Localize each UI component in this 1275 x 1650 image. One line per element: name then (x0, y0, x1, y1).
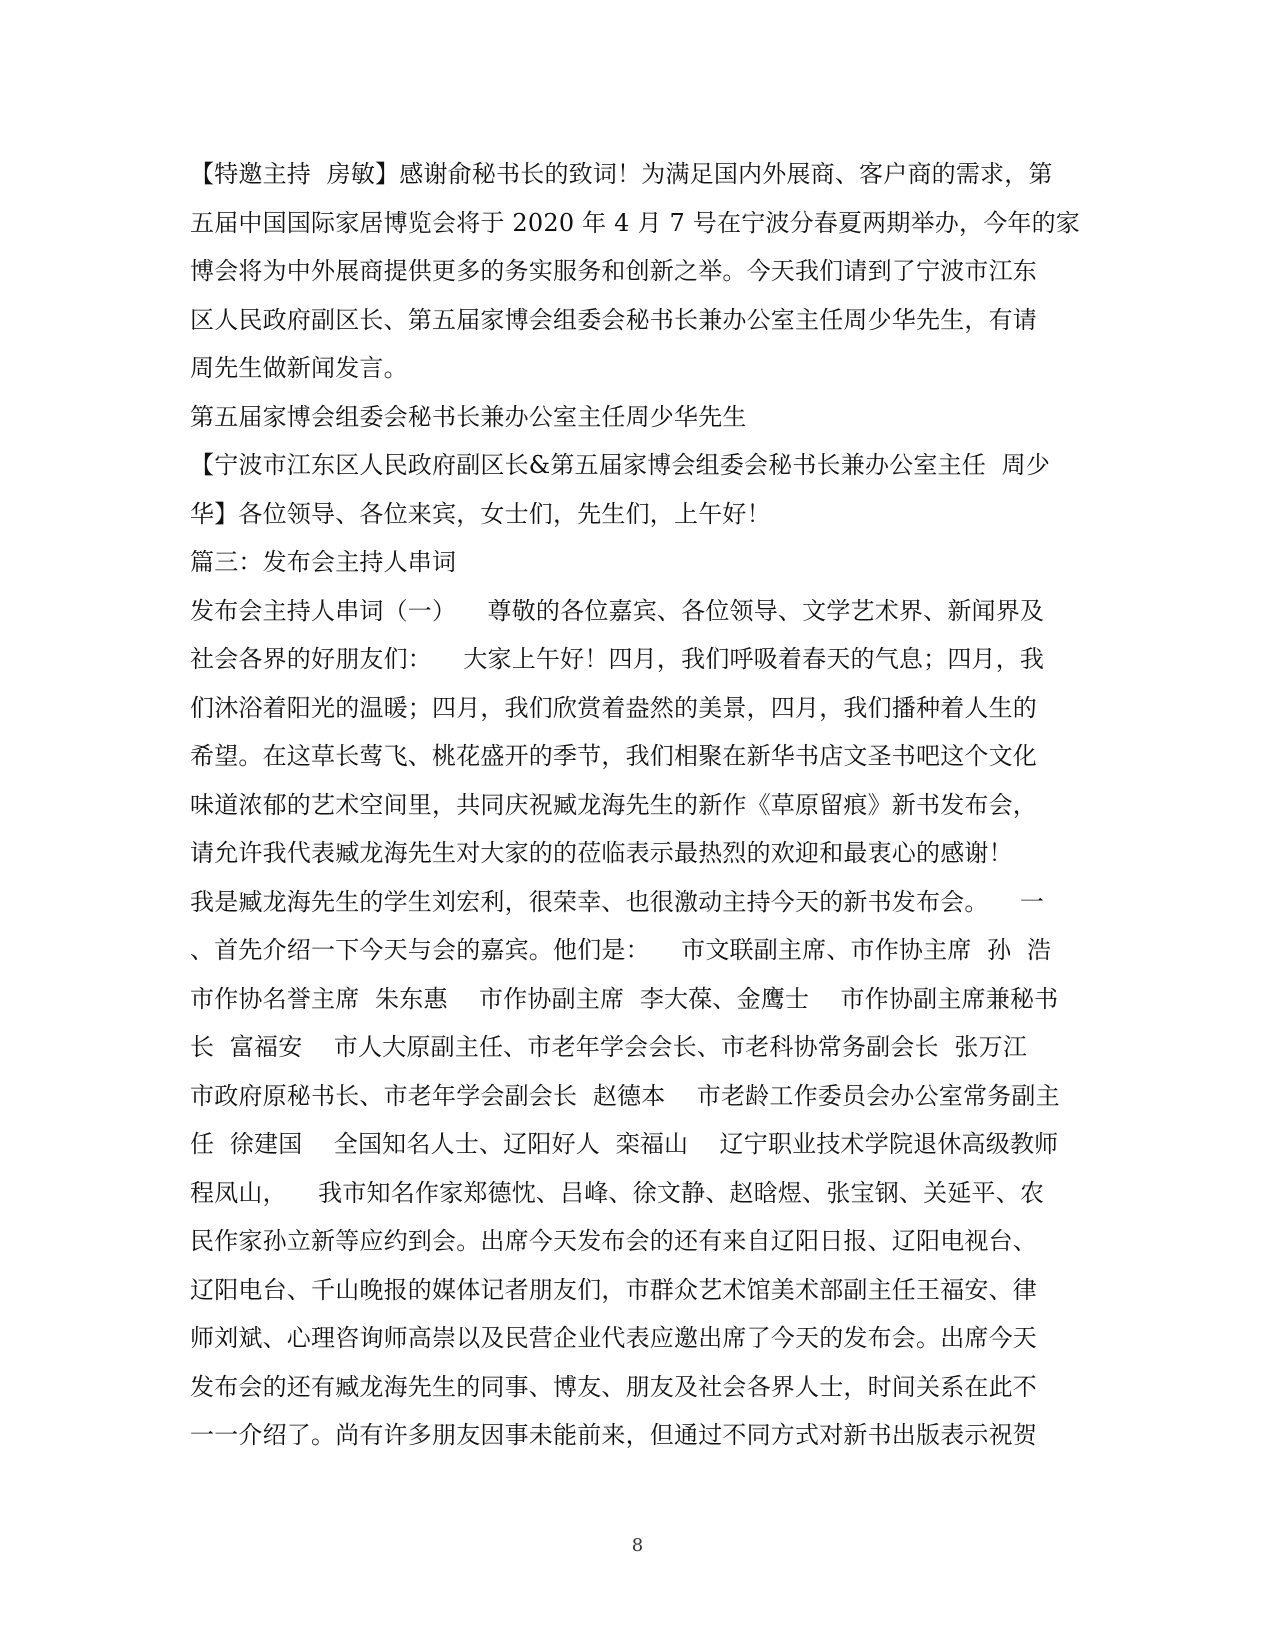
text-line: 博会将为中外展商提供更多的务实服务和创新之举。今天我们请到了宁波市江东 (190, 257, 1037, 285)
text-line: 长 富福安 市人大原副主任、市老年学会会长、市老科协常务副会长 张万江 (190, 1033, 1028, 1061)
text-line: 任 徐建国 全国知名人士、辽阳好人 栾福山 辽宁职业技术学院退休高级教师 (190, 1130, 1059, 1158)
text-line: 、首先介绍一下今天与会的嘉宾。他们是： 市文联副主席、市作协主席 孙 浩 (190, 936, 1052, 964)
text-line: 程凤山， 我市知名作家郑德忱、吕峰、徐文静、赵晗煜、张宝钢、关延平、农 (190, 1178, 1045, 1207)
text-line: 民作家孙立新等应约到会。出席今天发布会的还有来自辽阳日报、辽阳电视台、 (190, 1227, 1037, 1255)
text-line: 【宁波市江东区人民政府副区长&第五届家博会组委会秘书长兼办公室主任 周少 (190, 451, 1051, 479)
text-line: 市政府原秘书长、市老年学会副会长 赵德本 市老龄工作委员会办公室常务副主 (190, 1081, 1060, 1110)
text-line: 社会各界的好朋友们： 大家上午好！四月，我们呼吸着春天的气息；四月，我 (190, 645, 1045, 673)
text-line: 希望。在这草长莺飞、桃花盛开的季节，我们相聚在新华书店文圣书吧这个文化 (190, 742, 1037, 770)
text-line: 辽阳电台、千山晚报的媒体记者朋友们，市群众艺术馆美术部副主任王福安、律 (190, 1275, 1037, 1304)
text-line: 五届中国国际家居博览会将于 2020 年 4 月 7 号在宁波分春夏两期举办，今年的家 (190, 208, 1080, 237)
text-line: 请允许我代表臧龙海先生对大家的的莅临表示最热烈的欢迎和最衷心的感谢！ (190, 839, 1013, 867)
text-line: 市作协名誉主席 朱东惠 市作协副主席 李大葆、金鹰士 市作协副主席兼秘书 (190, 984, 1059, 1013)
text-line: 师刘斌、心理咨询师高崇以及民营企业代表应邀出席了今天的发布会。出席今天 (190, 1324, 1037, 1352)
text-line: 一一介绍了。尚有许多朋友因事未能前来，但通过不同方式对新书出版表示祝贺 (190, 1421, 1037, 1449)
text-line: 发布会主持人串词（一） 尊敬的各位嘉宾、各位领导、文学艺术界、新闻界及 (190, 596, 1045, 625)
text-line: 发布会的还有臧龙海先生的同事、博友、朋友及社会各界人士，时间关系在此不 (190, 1372, 1037, 1401)
text-line: 周先生做新闻发言。 (190, 354, 408, 382)
section-heading: 篇三：发布会主持人串词 (190, 548, 457, 576)
text-line: 华】各位领导、各位来宾，女士们，先生们，上午好！ (190, 499, 771, 528)
text-line: 【特邀主持 房敏】感谢俞秘书长的致词！为满足国内外展商、客户商的需求，第 (190, 160, 1053, 188)
text-line: 们沐浴着阳光的温暖；四月，我们欣赏着盎然的美景，四月，我们播种着人生的 (190, 693, 1037, 722)
text-line: 我是臧龙海先生的学生刘宏利，很荣幸、也很激动主持今天的新书发布会。 一 (190, 887, 1045, 916)
text-line: 味道浓郁的艺术空间里，共同庆祝臧龙海先生的新作《草原留痕》新书发布会， (190, 790, 1037, 819)
document-body (190, 150, 1080, 1460)
text-line: 第五届家博会组委会秘书长兼办公室主任周少华先生 (190, 402, 747, 431)
text-line: 区人民政府副区长、第五届家博会组委会秘书长兼办公室主任周少华先生，有请 (190, 305, 1037, 334)
page-number: 8 (631, 1535, 644, 1556)
